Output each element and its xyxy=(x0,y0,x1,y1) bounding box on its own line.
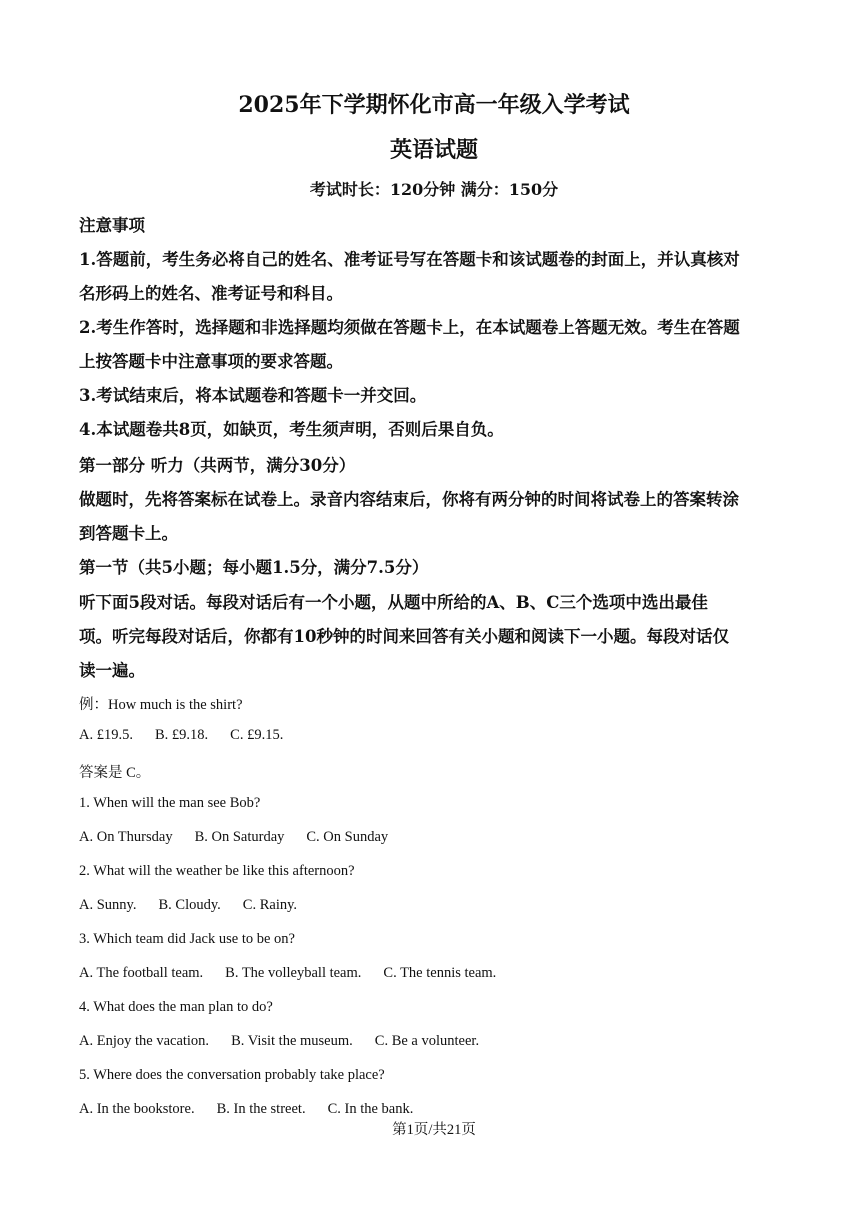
option-a: A. Enjoy the vacation. xyxy=(79,1033,210,1049)
page-number: 第1页/共21页 xyxy=(392,1122,476,1138)
option-c: C. The tennis team. xyxy=(383,965,497,981)
option-c: C. £9.15. xyxy=(230,727,284,743)
option-a: A. On Thursday xyxy=(79,829,173,845)
question-1: 1. When will the man see Bob? xyxy=(79,795,261,811)
example-options xyxy=(79,727,305,744)
section1-instr-line-2: 项。听完每段对话后，你都有10秒钟的时间来回答有关小题和阅读下一小题。每段对话仅 xyxy=(79,627,729,646)
note-2-line-1: 2.考生作答时，选择题和非选择题均须做在答题卡上，在本试题卷上答题无效。考生在答题 xyxy=(79,318,740,337)
option-c: C. Be a volunteer. xyxy=(374,1033,480,1049)
option-c: C. On Sunday xyxy=(306,829,389,845)
section1-heading: 第一节（共5小题；每小题1.5分，满分7.5分） xyxy=(79,558,429,577)
question-2-options xyxy=(79,897,319,914)
question-4: 4. What does the man plan to do? xyxy=(79,999,273,1015)
part1-instr-line-2: 到答题卡上。 xyxy=(79,524,178,543)
option-c: C. Rainy. xyxy=(242,897,298,913)
question-4-options xyxy=(79,1033,501,1050)
question-1-options xyxy=(79,829,410,846)
exam-title: 2025年下学期怀化市高一年级入学考试 xyxy=(238,92,630,118)
note-2-line-2: 上按答题卡中注意事项的要求答题。 xyxy=(79,352,343,371)
option-c: C. In the bank. xyxy=(327,1101,414,1117)
option-b: B. £9.18. xyxy=(154,727,209,743)
option-b: B. In the street. xyxy=(216,1101,306,1117)
option-a: A. In the bookstore. xyxy=(79,1101,195,1117)
section1-instr-line-1: 听下面5段对话。每段对话后有一个小题，从题中所给的A、B、C三个选项中选出最佳 xyxy=(79,593,708,612)
option-b: B. Visit the museum. xyxy=(231,1033,353,1049)
part1-instr-line-1: 做题时，先将答案标在试卷上。录音内容结束后，你将有两分钟的时间将试卷上的答案转涂 xyxy=(79,490,739,509)
option-b: B. The volleyball team. xyxy=(225,965,362,981)
example-question: 例：How much is the shirt? xyxy=(79,697,243,713)
example-answer: 答案是 C。 xyxy=(79,765,151,781)
note-3: 3.考试结束后，将本试题卷和答题卡一并交回。 xyxy=(79,386,427,405)
question-5: 5. Where does the conversation probably take place? xyxy=(79,1067,385,1083)
option-a: A. Sunny. xyxy=(79,897,137,913)
note-4: 4.本试题卷共8页，如缺页，考生须声明，否则后果自负。 xyxy=(79,420,504,439)
exam-subject: 英语试题 xyxy=(389,137,478,163)
exam-info: 考试时长：120分钟 满分：150分 xyxy=(309,180,559,199)
note-1-line-1: 1.答题前，考生务必将自己的姓名、准考证号写在答题卡和该试题卷的封面上，并认真核对 xyxy=(79,250,740,269)
question-3-options xyxy=(79,965,518,982)
note-1-line-2: 名形码上的姓名、准考证号和科目。 xyxy=(79,284,343,303)
question-5-options xyxy=(79,1101,435,1118)
notes-heading: 注意事项 xyxy=(79,216,145,235)
question-3: 3. Which team did Jack use to be on? xyxy=(79,931,295,947)
option-b: B. Cloudy. xyxy=(158,897,221,913)
section1-instr-line-3: 读一遍。 xyxy=(79,661,145,680)
option-b: B. On Saturday xyxy=(194,829,285,845)
part1-heading: 第一部分 听力（共两节，满分30分） xyxy=(79,456,356,475)
question-2: 2. What will the weather be like this afternoon? xyxy=(79,863,355,879)
option-a: A. £19.5. xyxy=(79,727,133,743)
option-a: A. The football team. xyxy=(79,965,204,981)
